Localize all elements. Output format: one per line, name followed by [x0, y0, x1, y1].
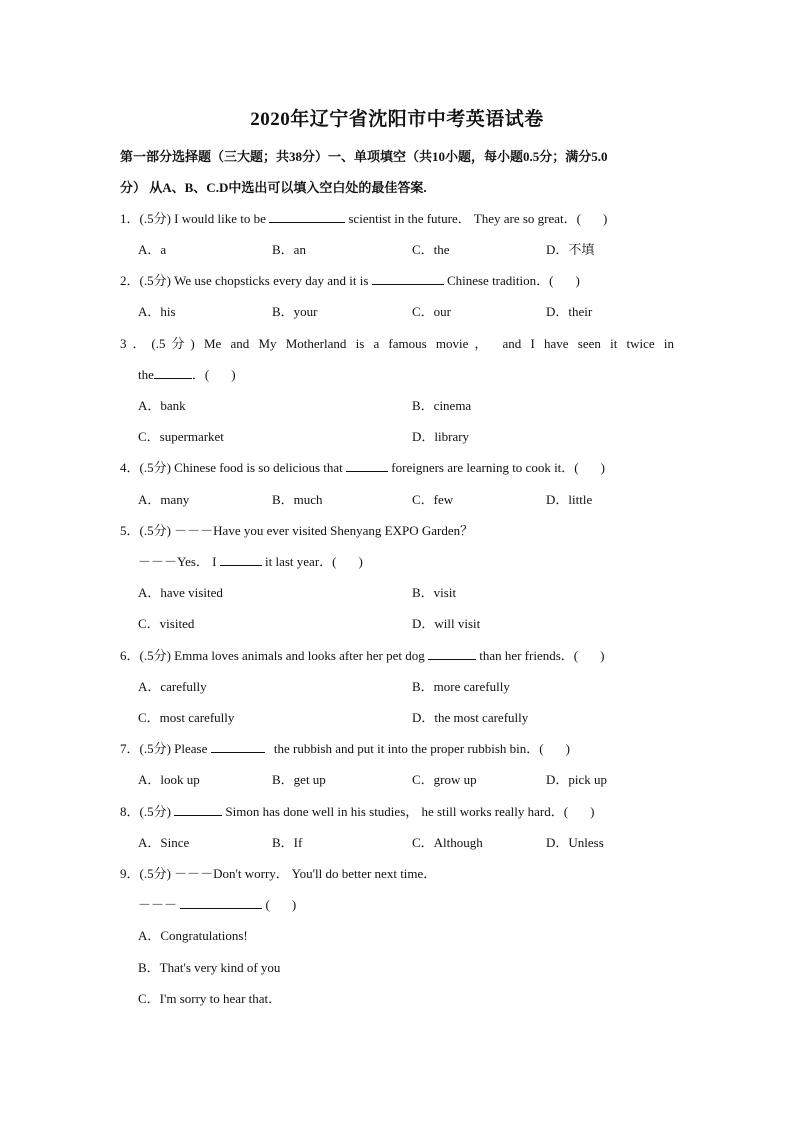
- question-9-option-a: A．Congratulations!: [138, 928, 248, 943]
- question-5-option-c: C．visited: [138, 616, 195, 631]
- question-8-option-b: B．If: [272, 835, 303, 850]
- question-4-option-b: B．much: [272, 492, 323, 507]
- question-5-option-a: A．have visited: [138, 585, 223, 600]
- question-9-stem-line-2: －－－ ( ): [138, 897, 297, 912]
- question-5-option-d: D．will visit: [412, 616, 481, 631]
- question-3-stem: 3．(.5分) Me and My Motherland is a famous movie， and I have seen it twice in: [120, 336, 674, 351]
- question-3-option-b: B．cinema: [412, 398, 472, 413]
- answer-blank: [428, 647, 476, 660]
- question-1-option-d: D．不填: [546, 242, 595, 257]
- answer-blank: [346, 459, 388, 472]
- answer-blank: [154, 366, 192, 379]
- question-6-option-c: C．most carefully: [138, 710, 235, 725]
- question-7-option-d: D．pick up: [546, 772, 608, 787]
- question-2-stem: 2．(.5分) We use chopsticks every day and it is Chinese tradition．( ): [120, 273, 580, 288]
- answer-blank: [269, 210, 345, 223]
- question-8-stem: 8．(.5分) Simon has done well in his studies， he still works really hard．( ): [120, 804, 595, 819]
- answer-blank: [180, 896, 262, 909]
- question-9-option-c: C．I'm sorry to hear that．: [138, 991, 282, 1006]
- question-1-option-c: C．the: [412, 242, 450, 257]
- question-5-stem: 5．(.5分) －－－Have you ever visited Shenyang EXPO Garden？: [120, 523, 474, 538]
- question-5-stem-line-2: －－－Yes． I it last year．( ): [138, 554, 363, 569]
- question-3-option-a: A．bank: [138, 398, 186, 413]
- question-2-option-a: A．his: [138, 304, 176, 319]
- exam-title: 2020年辽宁省沈阳市中考英语试卷: [250, 109, 544, 130]
- question-9-option-b: B．That's very kind of you: [138, 960, 281, 975]
- section-instruction-line-1: 第一部分选择题（三大题；共38分）一、单项填空（共10小题，每小题0.5分；满分5.0: [120, 149, 608, 164]
- answer-blank: [220, 553, 262, 566]
- question-8-option-d: D．Unless: [546, 835, 604, 850]
- question-6-option-b: B．more carefully: [412, 679, 510, 694]
- question-7-stem: 7．(.5分) Please the rubbish and put it into the proper rubbish bin．( ): [120, 741, 570, 756]
- question-6-stem: 6．(.5分) Emma loves animals and looks after her pet dog than her friends．( ): [120, 648, 605, 663]
- question-1-option-b: B．an: [272, 242, 306, 257]
- question-4-option-d: D．little: [546, 492, 593, 507]
- question-8-option-c: C．Although: [412, 835, 483, 850]
- question-2-option-d: D．their: [546, 304, 593, 319]
- question-7-option-a: A．look up: [138, 772, 200, 787]
- question-2-option-c: C．our: [412, 304, 452, 319]
- answer-blank: [372, 272, 444, 285]
- question-4-stem: 4．(.5分) Chinese food is so delicious that foreigners are learning to cook it．( ): [120, 460, 605, 475]
- question-6-option-d: D．the most carefully: [412, 710, 529, 725]
- question-4-option-c: C．few: [412, 492, 454, 507]
- answer-blank: [174, 803, 222, 816]
- section-instruction-line-2: 分） 从A、B、C.D中选出可以填入空白处的最佳答案.: [120, 180, 427, 195]
- question-8-option-a: A．Since: [138, 835, 190, 850]
- question-1-stem: 1．(.5分) I would like to be scientist in the future． They are so great．( ): [120, 211, 608, 226]
- question-2-option-b: B．your: [272, 304, 318, 319]
- question-3-option-c: C．supermarket: [138, 429, 224, 444]
- answer-blank: [211, 740, 265, 753]
- question-1-option-a: A．a: [138, 242, 167, 257]
- question-4-option-a: A．many: [138, 492, 190, 507]
- question-9-stem: 9．(.5分) －－－Don't worry． You'll do better next time．: [120, 866, 437, 881]
- question-6-option-a: A．carefully: [138, 679, 207, 694]
- question-7-option-c: C．grow up: [412, 772, 477, 787]
- question-3-stem-line-2: the ．( ): [138, 367, 236, 382]
- question-5-option-b: B．visit: [412, 585, 457, 600]
- question-3-option-d: D．library: [412, 429, 470, 444]
- question-7-option-b: B．get up: [272, 772, 326, 787]
